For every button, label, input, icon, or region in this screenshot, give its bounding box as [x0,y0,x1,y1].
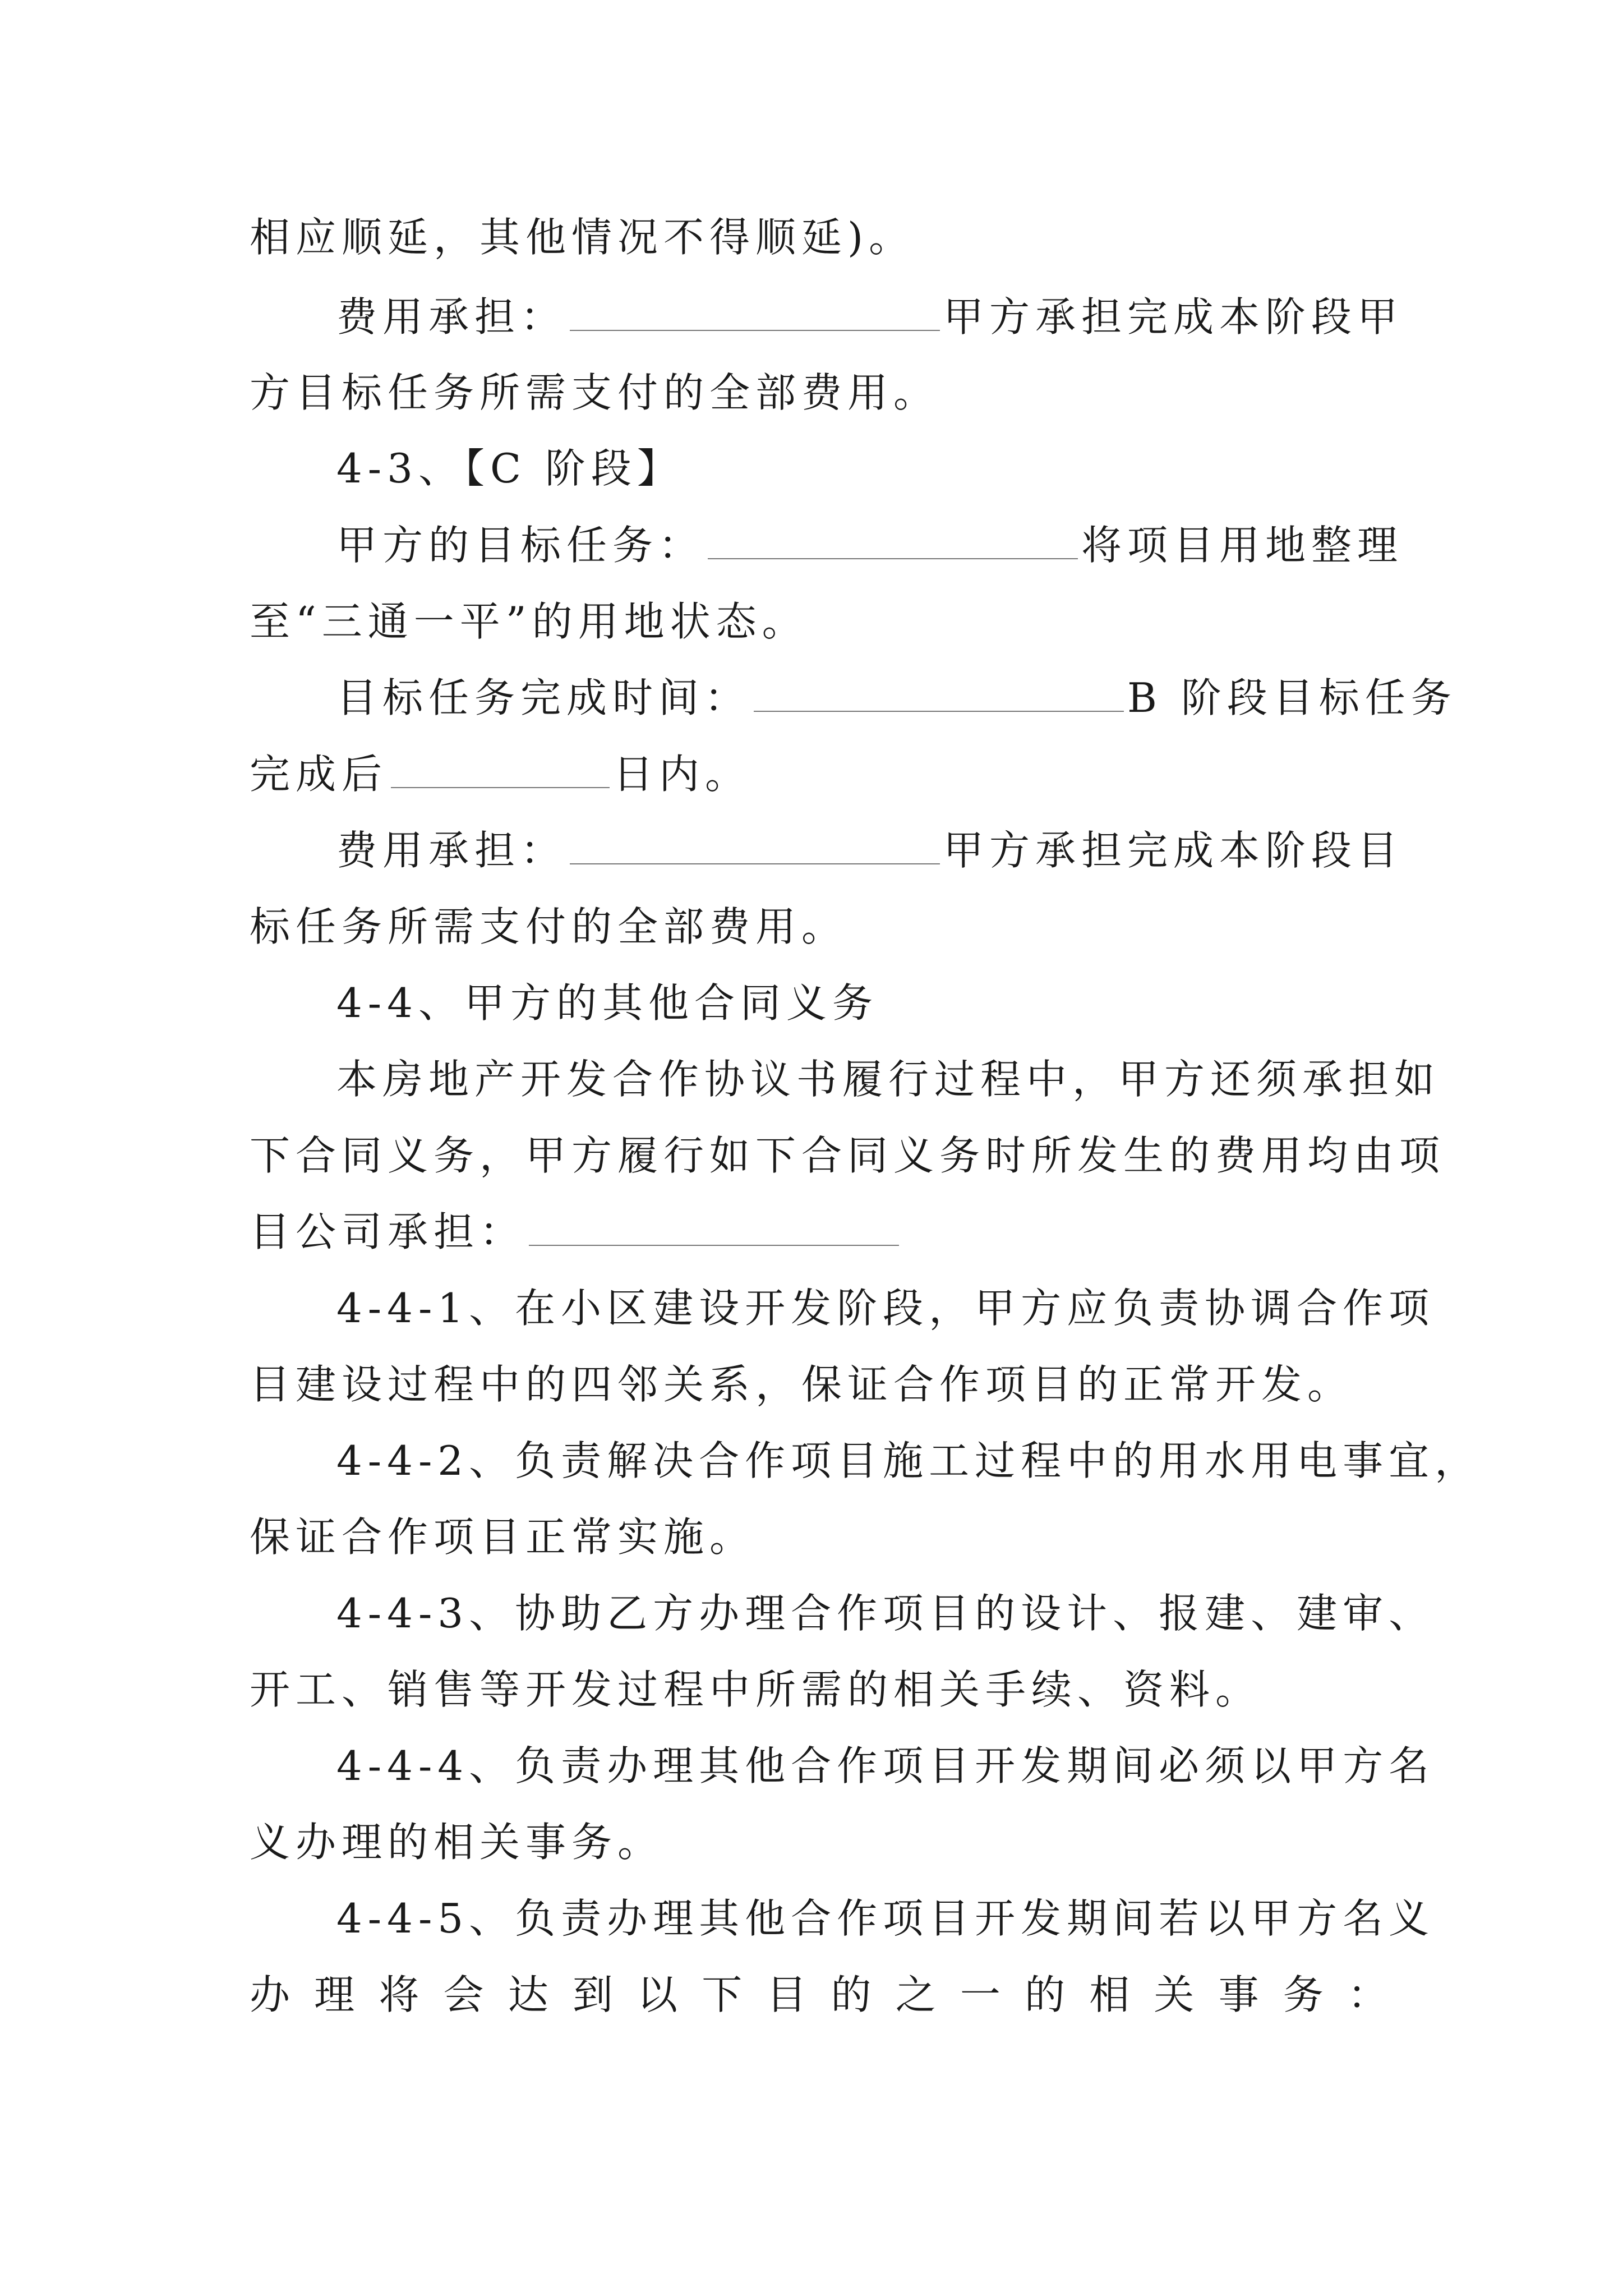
justified-char: 以 [637,1971,678,2018]
justified-char: 办 [250,1971,291,2018]
text-line [336,283,1404,351]
text-line [250,1122,1446,1189]
text-line [250,1351,1388,1418]
text-line [336,817,1404,884]
line-text: 本房地产开发合作协议书履行过程中，甲方还须承担如 [336,1056,1441,1103]
line-text: 4-4-2、负责解决合作项目施工过程中的用水用电事宜， [336,1437,1481,1484]
field-label: 甲方的目标任务： [336,522,705,569]
justified-char: 的 [831,1971,872,2018]
field-label: 费用承担： [336,827,567,874]
justified-char: 事 [1218,1971,1259,2018]
line-text: 保证合作项目正常实施。 [250,1513,756,1561]
justified-char: 会 [443,1971,484,2018]
text-line [250,588,1388,655]
line-text: 4-4-1、在小区建设开发阶段，甲方应负责协调合作项 [336,1285,1435,1332]
section-heading [336,969,1388,1037]
line-text: B 阶段目标任务 [1127,674,1457,721]
line-text: 甲方承担完成本阶段甲 [943,293,1404,341]
text-line [336,1427,1481,1494]
text-line [250,1656,1388,1723]
justified-char: ： [1347,1971,1388,2018]
text-line [250,893,1388,960]
line-text: 至“三通一平”的用地状态。 [250,598,808,645]
justified-char: 的 [1025,1971,1066,2018]
justified-char: 关 [1154,1971,1195,2018]
line-text: 标任务所需支付的全部费用。 [250,903,848,950]
text-line [336,512,1404,579]
justified-char: 下 [702,1971,743,2018]
fill-in-blank[interactable] [570,830,940,864]
fill-in-blank[interactable] [754,677,1124,712]
heading-text: 4-4、甲方的其他合同义务 [336,979,878,1027]
justified-char: 务 [1283,1971,1324,2018]
line-text: 4-4-5、负责办理其他合作项目开发期间若以甲方名义 [336,1895,1435,1942]
fill-in-blank[interactable] [570,296,940,331]
field-label: 目公司承担： [250,1208,526,1255]
line-text: 日内。 [613,751,751,798]
field-label: 费用承担： [336,293,567,341]
justified-char: 一 [960,1971,1000,2018]
field-label: 目标任务完成时间： [336,674,751,721]
justified-char: 相 [1089,1971,1130,2018]
line-text: 下合同义务，甲方履行如下合同义务时所发生的费用均由项 [250,1132,1446,1179]
justified-char: 目 [766,1971,807,2018]
text-line [250,204,1388,271]
fill-in-blank[interactable] [391,753,610,788]
text-line [250,359,1388,426]
justified-char: 到 [572,1971,613,2018]
text-line-justified [250,1961,1388,2028]
text-line [336,1732,1435,1800]
text-line [336,1274,1435,1342]
text-line [250,1503,1388,1571]
text-line [336,1580,1435,1647]
line-text: 方目标任务所需支付的全部费用。 [250,369,940,416]
line-text: 义办理的相关事务。 [250,1819,664,1866]
text-line [336,1885,1435,1952]
field-label: 完成后 [250,751,388,798]
text-line [336,664,1457,731]
line-text: 目建设过程中的四邻关系，保证合作项目的正常开发。 [250,1361,1354,1408]
section-heading [336,435,1388,502]
text-line [336,1046,1441,1113]
text-line [250,1809,1388,1876]
justified-char: 将 [379,1971,419,2018]
fill-in-blank[interactable] [708,524,1078,559]
justified-char: 之 [895,1971,936,2018]
heading-text: 4-3、【C 阶段】 [336,445,683,492]
line-text: 开工、销售等开发过程中所需的相关手续、资料。 [250,1666,1262,1713]
justified-char: 达 [508,1971,548,2018]
line-text: 4-4-4、负责办理其他合作项目开发期间必须以甲方名 [336,1742,1435,1789]
text-line [250,740,1388,808]
line-text: 将项目用地整理 [1081,522,1404,569]
line-text: 甲方承担完成本阶段目 [943,827,1404,874]
text-line [250,1198,1388,1266]
fill-in-blank[interactable] [529,1211,899,1246]
line-text: 相应顺延，其他情况不得顺延)。 [250,214,915,261]
line-text: 4-4-3、协助乙方办理合作项目的设计、报建、建审、 [336,1590,1435,1637]
justified-char: 理 [314,1971,355,2018]
